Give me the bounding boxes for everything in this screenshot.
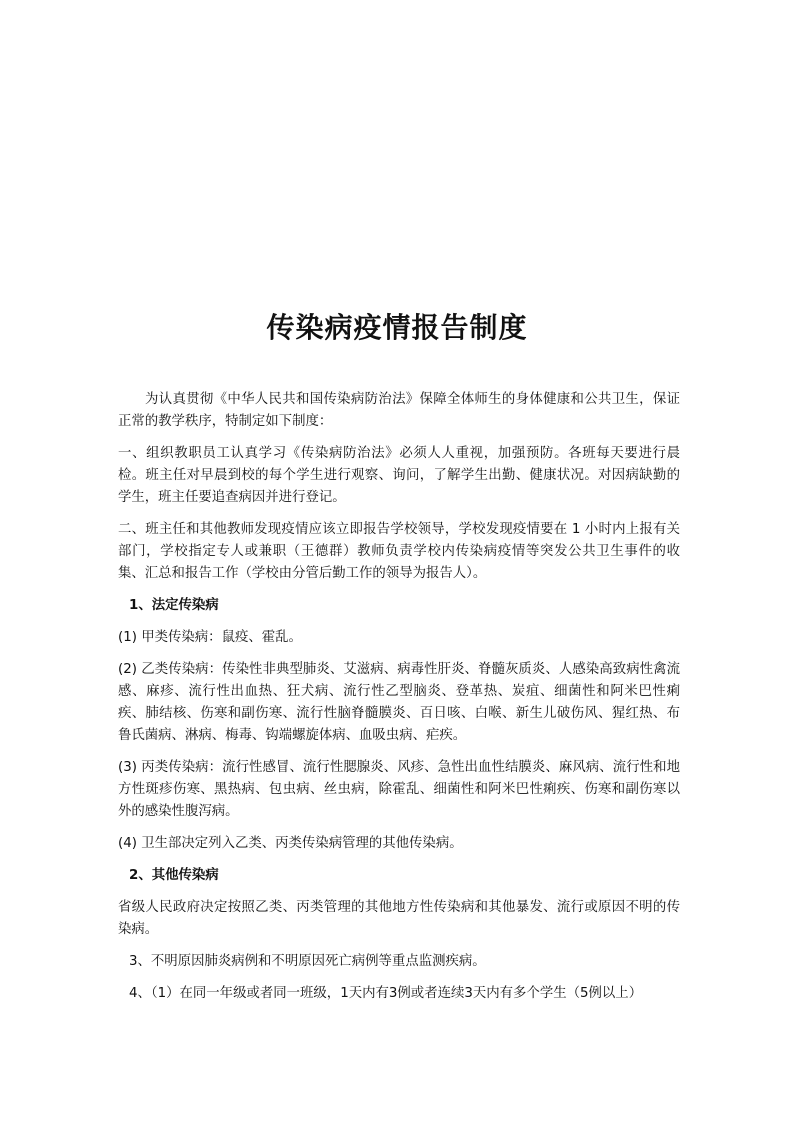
subsection-heading-statutory: 1、法定传染病 bbox=[129, 598, 219, 613]
section-two-paragraph: 二、班主任和其他教师发现疫情应该立即报告学校领导，学校发现疫情要在 1 小时内上报有关部门，学校指定专人或兼职（王德群）教师负责学校内传染病疫情等突发公共卫生事件的收集、汇总和报告工作（学校由分管后勤工作的领导为报告人）。 bbox=[118, 522, 680, 581]
class-a-diseases: (1) 甲类传染病：鼠疫、霍乱。 bbox=[118, 630, 302, 645]
document-body bbox=[118, 389, 680, 1015]
subsection-heading-other: 2、其他传染病 bbox=[129, 868, 219, 883]
other-listed-diseases: (4) 卫生部决定列入乙类、丙类传染病管理的其他传染病。 bbox=[118, 836, 463, 851]
document-title: 传染病疫情报告制度 bbox=[266, 311, 528, 344]
class-b-diseases: (2) 乙类传染病：传染性非典型肺炎、艾滋病、病毒性肝炎、脊髓灰质炎、人感染高致病性禽流感、麻疹、流行性出血热、狂犬病、流行性乙型脑炎、登革热、炭疽、细菌性和阿米巴性痢疾、肺结核、伤寒和副伤寒、流行性脑脊髓膜炎、百日咳、白喉、新生儿破伤风、猩红热、布鲁氏菌病、淋病、梅毒、钩端螺旋体病、血吸虫病、疟疾。 bbox=[118, 662, 680, 743]
subsection-unknown-pneumonia: 3、不明原因肺炎病例和不明原因死亡病例等重点监测疾病。 bbox=[129, 954, 486, 969]
class-c-diseases: (3) 丙类传染病：流行性感冒、流行性腮腺炎、风疹、急性出血性结膜炎、麻风病、流行性和地方性斑疹伤寒、黑热病、包虫病、丝虫病，除霍乱、细菌性和阿米巴性痢疾、伤寒和副伤寒以外的感染性腹泻病。 bbox=[118, 760, 680, 819]
subsection-cluster-cases: 4、（1）在同一年级或者同一班级，1天内有3例或者连续3天内有多个学生（5例以上） bbox=[129, 986, 643, 1001]
intro-paragraph: 为认真贯彻《中华人民共和国传染病防治法》保障全体师生的身体健康和公共卫生，保证正常的教学秩序，特制定如下制度： bbox=[118, 392, 680, 429]
section-one-paragraph: 一、组织教职员工认真学习《传染病防治法》必须人人重视，加强预防。各班每天要进行晨检。班主任对早晨到校的每个学生进行观察、询问，了解学生出勤、健康状况。对因病缺勤的学生，班主任要追查病因并进行登记。 bbox=[118, 446, 680, 505]
other-diseases-paragraph: 省级人民政府决定按照乙类、丙类管理的其他地方性传染病和其他暴发、流行或原因不明的传染病。 bbox=[118, 900, 680, 937]
